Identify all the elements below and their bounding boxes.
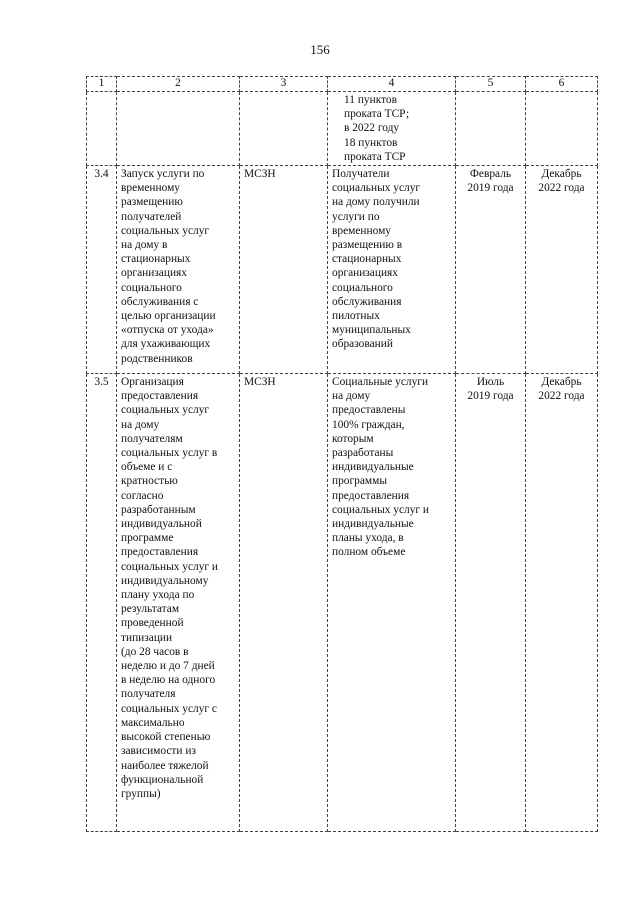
text-line: социальных услуг в xyxy=(121,447,218,460)
text-line: 2022 года xyxy=(538,390,585,403)
text-line: Организация xyxy=(121,376,184,389)
text-line: группы) xyxy=(121,787,161,800)
text-line: проката ТСР xyxy=(344,150,406,163)
text-line: которым xyxy=(332,432,374,445)
responsible-cell: МСЗН xyxy=(240,166,328,374)
header-row xyxy=(87,77,598,92)
cont-cell-6 xyxy=(526,92,598,166)
text-line: планы ухода, в xyxy=(332,532,404,545)
text-line: социальных услуг и xyxy=(121,560,219,573)
end-date-cell xyxy=(526,166,598,374)
text-line: социального xyxy=(121,281,182,294)
text-line: временному xyxy=(332,224,391,237)
text-line: 2019 года xyxy=(467,182,514,195)
text-line: размещению в xyxy=(332,239,403,252)
text-line: на дому получили xyxy=(332,196,420,209)
header-cell-6: 6 xyxy=(526,77,598,92)
text-line: согласно xyxy=(121,489,164,502)
text-line: в неделю на одного xyxy=(121,674,216,687)
text-line: организациях xyxy=(121,267,187,280)
cont-cell-1 xyxy=(87,92,117,166)
header-cell-5: 5 xyxy=(456,77,526,92)
cont-cell-2 xyxy=(117,92,240,166)
text-line: индивидуальной xyxy=(121,518,202,531)
text-line: высокой степенью xyxy=(121,731,211,744)
text-line: на дому xyxy=(332,390,371,403)
task-cell xyxy=(117,166,240,374)
text-line: Получатели xyxy=(332,168,390,181)
start-date-cell xyxy=(456,374,526,832)
text-line: функциональной xyxy=(121,773,204,786)
text-line: социального xyxy=(332,281,393,294)
text-line: Декабрь xyxy=(541,376,582,389)
text-line: 100% граждан, xyxy=(332,418,405,431)
header-cell-1: 1 xyxy=(87,77,117,92)
text-line: 11 пунктов xyxy=(344,94,397,106)
text-line: 18 пунктов xyxy=(344,136,398,149)
cont-cell-5 xyxy=(456,92,526,166)
result-cell xyxy=(328,166,456,374)
text-line: Февраль xyxy=(469,168,512,181)
text-line: пилотных xyxy=(332,310,380,323)
text-line: обслуживания с xyxy=(121,295,199,308)
text-line: предоставления xyxy=(121,390,199,403)
text-line: «отпуска от ухода» xyxy=(121,324,214,337)
task-cell xyxy=(117,374,240,832)
header-cell-3: 3 xyxy=(240,77,328,92)
header-cell-4: 4 xyxy=(328,77,456,92)
text-line: программе xyxy=(121,532,174,545)
text-line: разработаны xyxy=(332,447,394,460)
start-date-cell xyxy=(456,166,526,374)
text-line: социальных услуг и xyxy=(332,503,430,516)
result-cell xyxy=(328,374,456,832)
table-row xyxy=(87,166,598,374)
table-row xyxy=(87,374,598,832)
text-line: 2022 года xyxy=(538,182,585,195)
text-line: целью организации xyxy=(121,310,216,323)
text-line: в 2022 году xyxy=(344,122,400,135)
text-line: для ухаживающих xyxy=(121,338,211,351)
text-line: социальных услуг xyxy=(121,404,210,417)
plan-table xyxy=(86,76,598,832)
text-line: программы xyxy=(332,475,387,488)
text-line: объеме и с xyxy=(121,461,173,474)
text-line: муниципальных xyxy=(332,324,411,337)
continuation-row xyxy=(87,92,598,166)
text-line: предоставления xyxy=(121,546,199,559)
cont-cell-3 xyxy=(240,92,328,166)
text-line: социальных услуг с xyxy=(121,702,217,715)
text-line: типизации xyxy=(121,631,173,644)
text-line: проведенной xyxy=(121,617,184,630)
text-line: социальных услуг xyxy=(332,182,421,195)
text-line: временному xyxy=(121,182,180,195)
text-line: организациях xyxy=(332,267,398,280)
text-line: максимально xyxy=(121,716,185,729)
text-line: Июль xyxy=(476,376,505,389)
text-line: полном объеме xyxy=(332,546,406,559)
responsible-cell: МСЗН xyxy=(240,374,328,832)
text-line: стационарных xyxy=(121,253,191,266)
text-line: индивидуальные xyxy=(332,518,414,531)
text-line: на дому xyxy=(121,418,160,431)
text-line: кратностью xyxy=(121,475,178,488)
text-line: 2019 года xyxy=(467,390,514,403)
cont-cell-4 xyxy=(328,92,456,166)
page-number: 156 xyxy=(310,42,330,57)
text-line: предоставления xyxy=(332,489,410,502)
text-line: обслуживания xyxy=(332,295,402,308)
end-date-cell xyxy=(526,374,598,832)
text-line: Запуск услуги по xyxy=(121,168,205,181)
text-line: разработанным xyxy=(121,503,196,516)
text-line: плану ухода по xyxy=(121,589,195,602)
text-line: размещению xyxy=(121,196,183,209)
row-number: 3.4 xyxy=(87,166,117,374)
text-line: родственников xyxy=(121,352,193,365)
text-line: получателей xyxy=(121,210,182,223)
text-line: услуги по xyxy=(332,210,380,223)
text-line: результатам xyxy=(121,603,180,616)
text-line: Декабрь xyxy=(541,168,582,181)
text-line: неделю и до 7 дней xyxy=(121,660,215,673)
text-line: стационарных xyxy=(332,253,402,266)
text-line: индивидуальному xyxy=(121,574,209,587)
text-line: образований xyxy=(332,338,393,351)
text-line: Социальные услуги xyxy=(332,376,429,389)
header-cell-2: 2 xyxy=(117,77,240,92)
text-line: социальных услуг xyxy=(121,224,210,237)
text-line: предоставлены xyxy=(332,404,406,417)
text-line: получателям xyxy=(121,432,183,445)
text-line: зависимости из xyxy=(121,745,196,758)
text-line: на дому в xyxy=(121,239,168,252)
text-line: получателя xyxy=(121,688,176,701)
text-line: наиболее тяжелой xyxy=(121,759,209,772)
row-number: 3.5 xyxy=(87,374,117,832)
text-line: проката ТСР; xyxy=(344,108,410,121)
text-line: (до 28 часов в xyxy=(121,645,189,658)
text-line: индивидуальные xyxy=(332,461,414,474)
